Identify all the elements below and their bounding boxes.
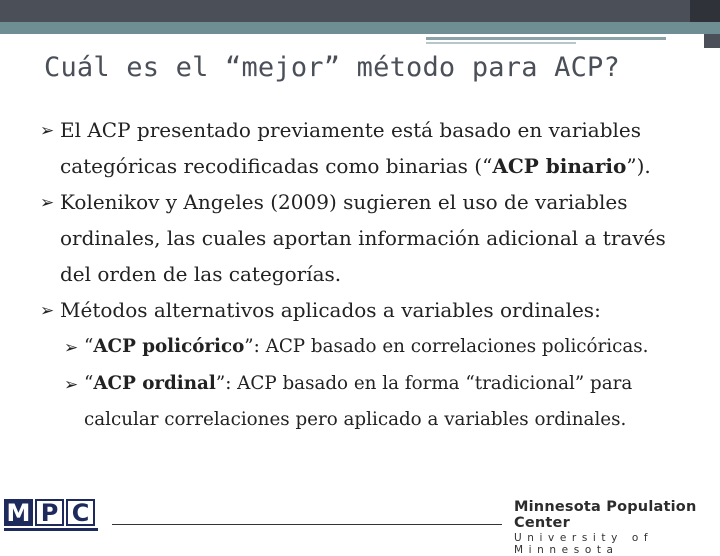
bullet-text-part: ”: ACP basado en correlaciones policóricas.: [244, 336, 649, 357]
bullet-text: [84, 366, 700, 438]
bullet-text: [84, 329, 700, 366]
header-bar-teal: [0, 22, 720, 34]
bullet-text-part: Kolenikov y Angeles (2009) sugieren el uso de variables ordinales, las cuales aportan información adicional a través del orden de las categorías.: [60, 190, 666, 286]
header-bar-dark: [0, 0, 690, 22]
bullet-text-part: Métodos alternativos aplicados a variables ordinales:: [60, 298, 601, 322]
bullet-text-part: “: [84, 373, 94, 394]
sub-bullet-item: [64, 366, 700, 438]
header-bar-side: [704, 34, 720, 48]
bullet-item: [40, 112, 700, 184]
header-bar-thin-1: [426, 37, 666, 40]
center-name-logo: [514, 499, 720, 556]
footer-divider: [112, 524, 502, 525]
arrow-right-icon: ➢: [40, 301, 55, 321]
bullet-text-part: El ACP presentado previamente está basado en variables categóricas recodificadas como binarias (“: [60, 118, 641, 178]
bullet-list: [40, 112, 700, 438]
bullet-item: [40, 184, 700, 292]
slide-title: Cuál es el “mejor” método para ACP?: [44, 52, 620, 83]
bullet-text-bold: ACP policórico: [93, 336, 245, 357]
bullet-text-bold: ACP ordinal: [93, 373, 216, 394]
logo-letter-c: C: [66, 499, 95, 526]
bullet-item: [40, 292, 700, 329]
bullet-text: [60, 292, 700, 329]
mpc-logo: [4, 499, 95, 526]
bullet-text: [60, 184, 700, 292]
sub-bullet-item: [64, 329, 700, 366]
logo-underline: [4, 528, 98, 531]
bullet-text-part: ”).: [626, 154, 651, 178]
center-university: University of Minnesota: [514, 532, 654, 556]
bullet-text-bold: ACP binario: [492, 154, 627, 178]
bullet-text: [60, 112, 700, 184]
arrow-right-icon: ➢: [40, 121, 55, 141]
header-bar-thin-2: [426, 42, 576, 44]
arrow-right-icon: ➢: [64, 375, 79, 395]
arrow-right-icon: ➢: [40, 193, 55, 213]
logo-letter-p: P: [35, 499, 64, 526]
bullet-text-part: ”: ACP basado en la forma “tradicional” para calcular correlaciones pero aplicado a variables ordinales.: [84, 373, 633, 430]
bullet-text-part: “: [84, 336, 94, 357]
logo-letter-m: M: [4, 499, 33, 526]
arrow-right-icon: ➢: [64, 338, 79, 358]
header-bar-block: [690, 0, 720, 22]
center-name: Minnesota Population Center: [514, 499, 697, 531]
